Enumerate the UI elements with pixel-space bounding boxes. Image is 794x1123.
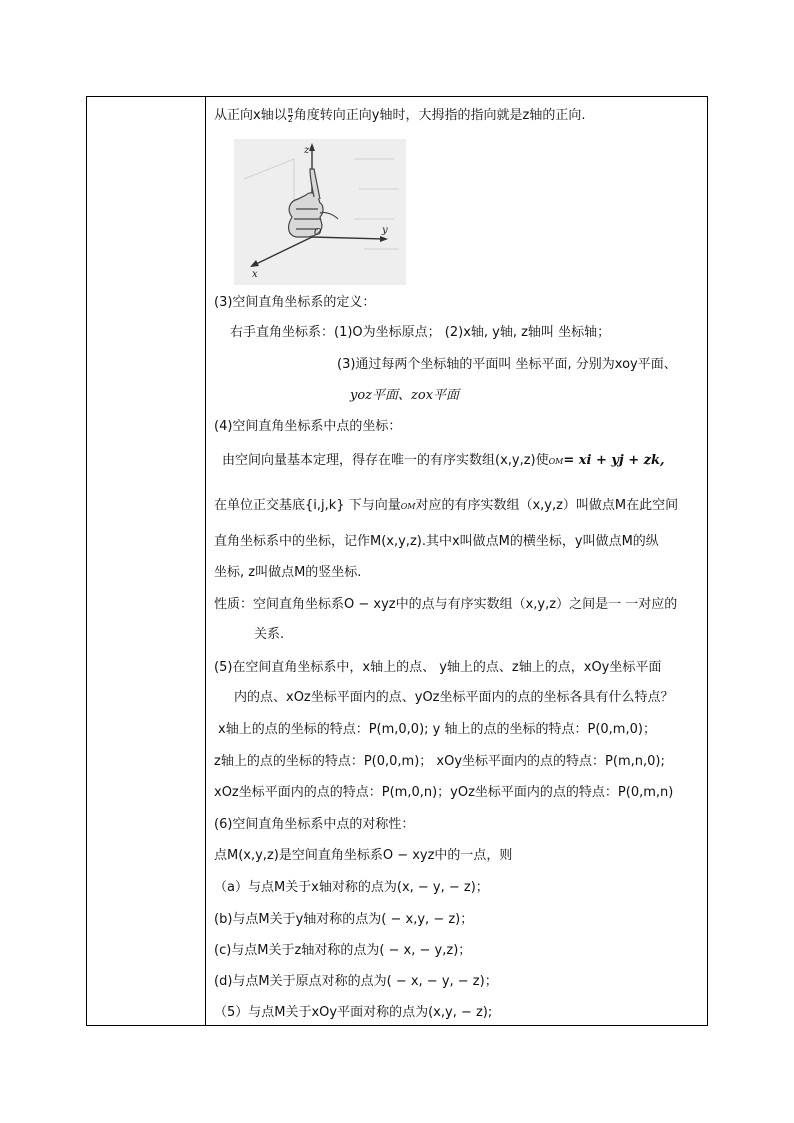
line-symmetry-origin: (d)与点M关于原点对称的点为( − x, − y, − z)； <box>214 974 498 989</box>
vector-expression: = xi + yj + zk, <box>563 453 665 468</box>
line-coordinate-notation: 直角坐标系中的坐标，记作M(x,y,z).其中x叫做点M的横坐标，y叫做点M的纵 <box>214 534 659 549</box>
z-axis-label: z <box>304 145 310 156</box>
section-5-heading: (5)在空间直角坐标系中，x轴上的点、 y轴上的点、z轴上的点，xOy坐标平面 <box>214 660 662 675</box>
line-axis-points-xy: x轴上的点的坐标的特点：P(m,0,0); y 轴上的点的坐标的特点：P(0,m,0)； <box>218 722 656 737</box>
vector-om-label: OM <box>548 457 564 466</box>
origin-label: O <box>314 228 322 238</box>
line-section-5-question: 内的点、xOz坐标平面内的点、yOz坐标平面内的点的坐标各具有什么特点？ <box>234 690 674 705</box>
line-vector-theorem <box>222 453 665 470</box>
line-plane-points-xoz-yoz: xOz坐标平面内的点的特点：P(m,0,n)；yOz坐标平面内的点的特点：P(0,m,n) <box>214 785 674 800</box>
section-3-heading: (3)空间直角坐标系的定义： <box>214 295 376 310</box>
line-coordinate-planes: (3)通过每两个坐标轴的平面叫 坐标平面, 分别为xoy平面、 <box>337 357 677 372</box>
right-hand-axes-figure <box>234 139 406 285</box>
left-column-cell <box>87 97 206 1025</box>
line-point-m: 点M(x,y,z)是空间直角坐标系O − xyz中的一点，则 <box>214 848 513 863</box>
content-table <box>86 96 708 1026</box>
right-column-cell <box>206 97 707 1025</box>
line-symmetry-z-axis: (c)与点M关于z轴对称的点为( − x, − y,z)； <box>214 943 472 958</box>
line-right-hand-rule <box>214 107 585 124</box>
unit-basis-text-b: 对应的有序实数组（x,y,z）叫做点M在此空间 <box>415 498 679 513</box>
line-1-part-b: 角度转向正向y轴时，大拇指的指向就是z轴的正向. <box>293 108 586 123</box>
fraction-numerator: π <box>287 106 293 115</box>
line-right-hand-system: 右手直角坐标系：(1)O为坐标原点； (2)x轴, y轴, z轴叫 坐标轴； <box>230 325 611 340</box>
line-vertical-coordinate: 坐标, z叫做点M的竖坐标. <box>214 565 362 580</box>
fraction-denominator: 2 <box>287 115 293 124</box>
vector-om-label-2: OM <box>400 502 416 511</box>
line-symmetry-y-axis: (b)与点M关于y轴对称的点为( − x,y, − z)； <box>214 912 474 927</box>
line-relation: 关系. <box>254 627 285 642</box>
unit-basis-text-a: 在单位正交基底{i,j,k} 下与向量 <box>214 498 401 513</box>
section-4-heading: (4)空间直角坐标系中点的坐标： <box>214 419 402 434</box>
y-axis-label: y <box>382 225 388 236</box>
line-property: 性质：空间直角坐标系O − xyz中的点与有序实数组（x,y,z）之间是一 一对应的 <box>214 597 678 612</box>
x-axis-label: x <box>252 269 258 280</box>
theorem-text: 由空间向量基本定理，得存在唯一的有序实数组(x,y,z)使 <box>222 453 549 468</box>
line-symmetry-xoy-plane: （5）与点M关于xOy平面对称的点为(x,y, − z); <box>214 1005 493 1020</box>
right-hand-axes-svg <box>234 139 406 285</box>
line-symmetry-x-axis: （a）与点M关于x轴对称的点为(x, − y, − z)； <box>214 880 489 895</box>
line-axis-points-z-xoy: z轴上的点的坐标的特点：P(0,0,m)； xOy坐标平面内的点的特点：P(m,n,0); <box>214 754 665 769</box>
line-unit-basis <box>214 498 678 515</box>
line-plane-names: yoz平面、zox平面 <box>350 388 460 403</box>
section-6-heading: (6)空间直角坐标系中点的对称性： <box>214 817 415 832</box>
pi-over-2-fraction <box>288 107 293 124</box>
line-1-part-a: 从正向x轴以 <box>214 108 287 123</box>
